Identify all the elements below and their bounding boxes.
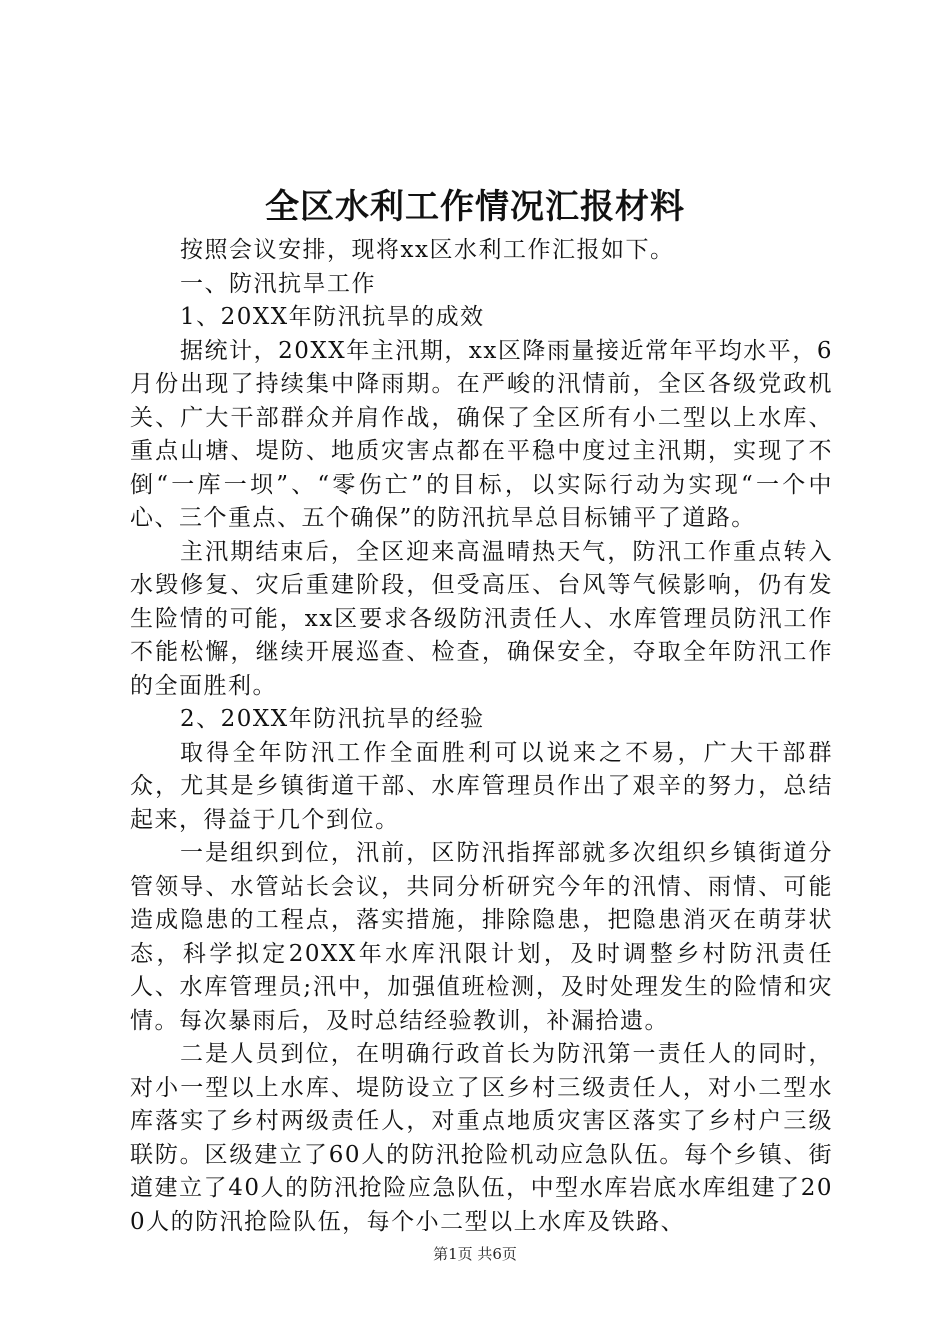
- paragraph-statistics: 据统计，20XX年主汛期，xx区降雨量接近常年平均水平，6月份出现了持续集中降雨期。在严峻的汛情前，全区各级党政机关、广大干部群众并肩作战，确保了全区所有小二型以上水库、重点山塘、堤防、地质灾害点都在平稳中度过主汛期，实现了不倒“一库一坝”、“零伤亡”的目标，以实际行动为实现“一个中心、三个重点、五个确保”的防汛抗旱总目标铺平了道路。: [130, 337, 833, 531]
- heading-subsection-1: 1、20XX年防汛抗旱的成效: [180, 304, 485, 330]
- page-number: 第1页 共6页: [433, 1245, 517, 1263]
- document-title: 全区水利工作情况汇报材料: [265, 187, 685, 227]
- paragraph-organization: 一是组织到位，汛前，区防汛指挥部就多次组织乡镇街道分管领导、水管站长会议，共同分析研究今年的汛情、雨情、可能造成隐患的工程点，落实措施，排除隐患，把隐患消灭在萌芽状态，科学拟定20XX年水库汛限计划，及时调整乡村防汛责任人、水库管理员;汛中，加强值班检测，及时处理发生的险情和灾情。每次暴雨后，及时总结经验教训，补漏拾遗。: [130, 840, 833, 1034]
- paragraph-post-flood: 主汛期结束后，全区迎来高温晴热天气，防汛工作重点转入水毁修复、灾后重建阶段，但受高压、台风等气候影响，仍有发生险情的可能，xx区要求各级防汛责任人、水库管理员防汛工作不能松懈，继续开展巡查、检查，确保安全，夺取全年防汛工作的全面胜利。: [130, 538, 833, 699]
- heading-section-1: 一、防汛抗旱工作: [180, 270, 376, 297]
- paragraph-experience: 取得全年防汛工作全面胜利可以说来之不易，广大干部群众，尤其是乡镇街道干部、水库管理员作出了艰辛的努力，总结起来，得益于几个到位。: [130, 739, 833, 833]
- document-body: [130, 234, 833, 1239]
- paragraph-personnel: 二是人员到位，在明确行政首长为防汛第一责任人的同时，对小一型以上水库、堤防设立了区乡村三级责任人，对小二型水库落实了乡村两级责任人，对重点地质灾害区落实了乡村户三级联防。区级建立了60人的防汛抢险机动应急队伍。每个乡镇、街道建立了40人的防汛抢险应急队伍，中型水库岩底水库组建了200人的防汛抢险队伍，每个小二型以上水库及铁路、: [130, 1041, 833, 1235]
- heading-subsection-2: 2、20XX年防汛抗旱的经验: [180, 706, 485, 732]
- paragraph-intro: 按照会议安排，现将xx区水利工作汇报如下。: [180, 237, 675, 263]
